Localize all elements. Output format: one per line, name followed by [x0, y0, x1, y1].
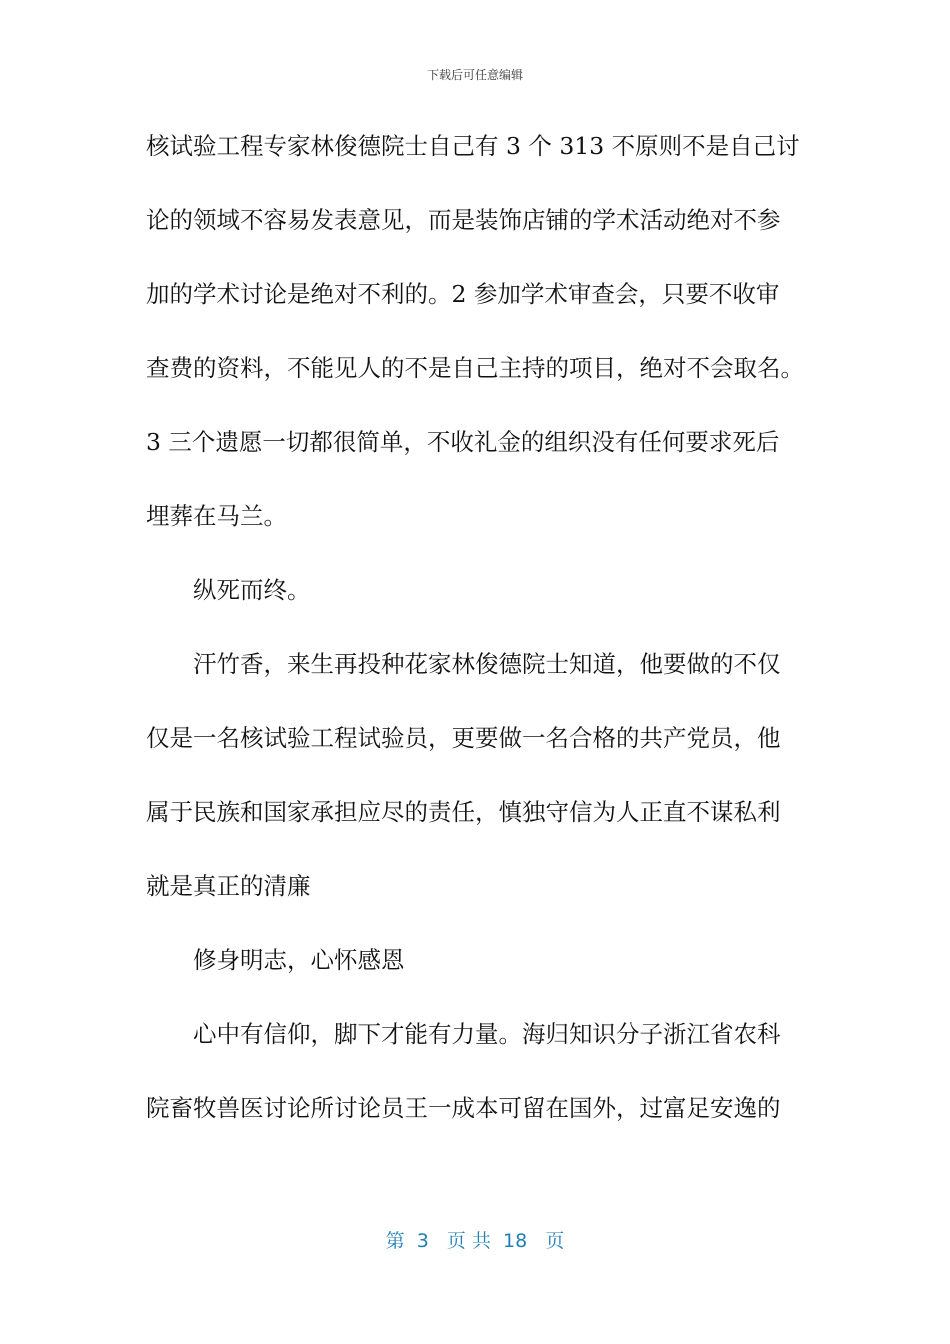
text-line: 3 三个遗愿一切都很简单，不收礼金的组织没有任何要求死后: [146, 428, 780, 456]
text-line: 埋葬在马兰。: [146, 502, 287, 530]
page-number: 第 3 页 共 18 页: [385, 1230, 565, 1252]
text-line: 属于民族和国家承担应尽的责任，慎独守信为人正直不谋私利: [146, 798, 781, 826]
paragraph-line: 心中有信仰，脚下才能有力量。海归知识分子浙江省农科: [193, 1020, 781, 1048]
text-line: 核试验工程专家林俊德院士自己有 3 个 313 不原则不是自己讨: [146, 132, 800, 160]
page-header-note: 下载后可任意编辑: [426, 68, 523, 82]
text-line: 论的领域不容易发表意见，而是装饰店铺的学术活动绝对不参: [146, 206, 781, 234]
paragraph-line: 汗竹香，来生再投种花家林俊德院士知道，他要做的不仅: [193, 650, 781, 678]
text-line: 院畜牧兽医讨论所讨论员王一成本可留在国外，过富足安逸的: [146, 1094, 781, 1122]
document-body: [146, 124, 818, 1160]
text-line: 就是真正的清廉: [146, 872, 311, 900]
paragraph-line: 纵死而终。: [193, 576, 311, 604]
section-heading: 修身明志，心怀感恩: [193, 946, 405, 974]
text-line: 加的学术讨论是绝对不利的。2 参加学术审查会，只要不收审: [146, 280, 780, 308]
text-line: 仅是一名核试验工程试验员，更要做一名合格的共产党员，他: [146, 724, 781, 752]
text-line: 查费的资料，不能见人的不是自己主持的项目，绝对不会取名。: [146, 354, 804, 382]
